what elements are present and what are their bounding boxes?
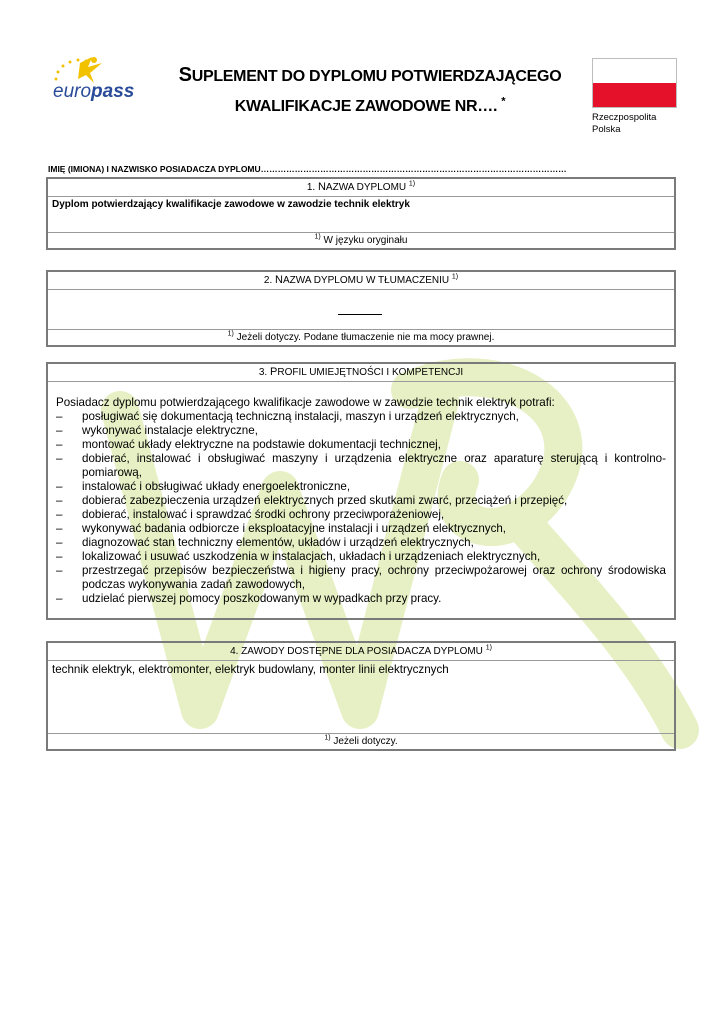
skill-text: diagnozować stan techniczny elementów, układów i urządzeń elektrycznych,: [82, 536, 474, 549]
country-label-line-2: Polska: [592, 124, 621, 135]
skill-text: dobierać, instalować i sprawdzać środki ochrony przeciwporażeniowej,: [82, 508, 445, 521]
diploma-name-value: Dyplom potwierdzający kwalifikacje zawodowe w zawodzie technik elektryk: [52, 199, 410, 210]
bullet-dash: –: [56, 592, 63, 605]
skill-item: [56, 494, 666, 508]
skill-text: przestrzegać przepisów bezpieczeństwa i higieny pracy, ochrony przeciwpożarowej oraz ochrony środowiska podczas wykonywania zadań zawodowych,: [82, 564, 666, 591]
bullet-dash: –: [56, 452, 63, 465]
skill-item: [56, 508, 666, 522]
bullet-dash: –: [56, 550, 63, 563]
section-4-footnote: $^{1)}$ Jeżeli dotyczy.: [48, 733, 674, 749]
title-initial: S: [178, 64, 192, 86]
skill-text: dobierać, instalować i obsługiwać maszyny i urządzenia elektryczne oraz aparaturę sterującą i kontrolno-pomiarową,: [82, 452, 666, 479]
holder-name-line: IMIĘ (IMIONA) I NAZWISKO POSIADACZA DYPLOMU………………………………………………………………………………………………: [48, 164, 567, 174]
bullet-dash: –: [56, 410, 63, 423]
bullet-dash: –: [56, 494, 63, 507]
skill-text: lokalizować i usuwać uszkodzenia w instalacjach, układach i urządzeniach elektrycznych,: [82, 550, 541, 563]
europass-logo: [50, 55, 150, 110]
document-title: [170, 60, 570, 122]
skill-text: posługiwać się dokumentacją techniczną instalacji, maszyn i urządzeń elektrycznych,: [82, 410, 519, 423]
bullet-dash: –: [56, 424, 63, 437]
title-line-2: KWALIFIKACJE ZAWODOWE NR….: [234, 98, 498, 115]
skill-text: wykonywać badania odbiorcze i eksploatacyjne instalacji i urządzeń elektrycznych,: [82, 522, 507, 535]
skill-item: [56, 536, 666, 550]
skill-text: montować układy elektryczne na podstawie dokumentacji technicznej,: [82, 438, 441, 451]
skill-text: wykonywać instalacje elektryczne,: [82, 424, 258, 437]
skill-item: [56, 410, 666, 424]
bullet-dash: –: [56, 536, 63, 549]
skill-item: [56, 452, 666, 480]
section-2-header: 2. NAZWA DYPLOMU W TŁUMACZENIU $^{1)}$: [48, 272, 674, 290]
section-1-footnote: $^{1)}$ W języku oryginału: [48, 232, 674, 248]
section-diploma-name: [46, 177, 676, 250]
europass-wordmark: europass: [53, 81, 135, 102]
flag-red-stripe: [593, 83, 676, 107]
bullet-dash: –: [56, 508, 63, 521]
section-diploma-translation: [46, 270, 676, 347]
section-4-header: 4. ZAWODY DOSTĘPNE DLA POSIADACZA DYPLOMU $^{1)}$: [48, 643, 674, 661]
skills-list: [56, 410, 666, 606]
section-3-header: 3. PROFIL UMIEJĘTNOŚCI I KOMPETENCJI: [48, 364, 674, 382]
bullet-dash: –: [56, 480, 63, 493]
title-line-1: UPLEMENT DO DYPLOMU POTWIERDZAJĄCEGO: [191, 68, 562, 85]
section-1-header: 1. NAZWA DYPLOMU $^{1)}$: [48, 179, 674, 197]
skill-item: [56, 592, 666, 606]
title-asterisk: *: [501, 95, 506, 108]
bullet-dash: –: [56, 438, 63, 451]
skill-item: [56, 564, 666, 592]
poland-flag: [592, 58, 677, 108]
bullet-dash: –: [56, 522, 63, 535]
flag-white-stripe: [593, 59, 676, 83]
section-accessible-occupations: [46, 641, 676, 751]
translation-empty-line: [338, 314, 382, 315]
skill-item: [56, 438, 666, 452]
country-label: [592, 112, 656, 136]
skill-text: dobierać zabezpieczenia urządzeń elektrycznych przed skutkami zwarć, przeciążeń i przepięć,: [82, 494, 568, 507]
skill-text: udzielać pierwszej pomocy poszkodowanym w wypadkach przy pracy.: [82, 592, 442, 605]
section-2-footnote: $^{1)}$ Jeżeli dotyczy. Podane tłumaczenie nie ma mocy prawnej.: [48, 329, 674, 345]
bullet-dash: –: [56, 564, 63, 577]
skill-item: [56, 522, 666, 536]
skill-item: [56, 480, 666, 494]
occupations-value: technik elektryk, elektromonter, elektryk budowlany, monter linii elektrycznych: [52, 663, 449, 676]
skills-intro: Posiadacz dyplomu potwierdzającego kwalifikacje zawodowe w zawodzie technik elektryk potrafi:: [56, 396, 555, 409]
skill-item: [56, 424, 666, 438]
skill-item: [56, 550, 666, 564]
skill-text: instalować i obsługiwać układy energoelektroniczne,: [82, 480, 351, 493]
section-skills-profile: [46, 362, 676, 620]
country-label-line-1: Rzeczpospolita: [592, 112, 657, 123]
